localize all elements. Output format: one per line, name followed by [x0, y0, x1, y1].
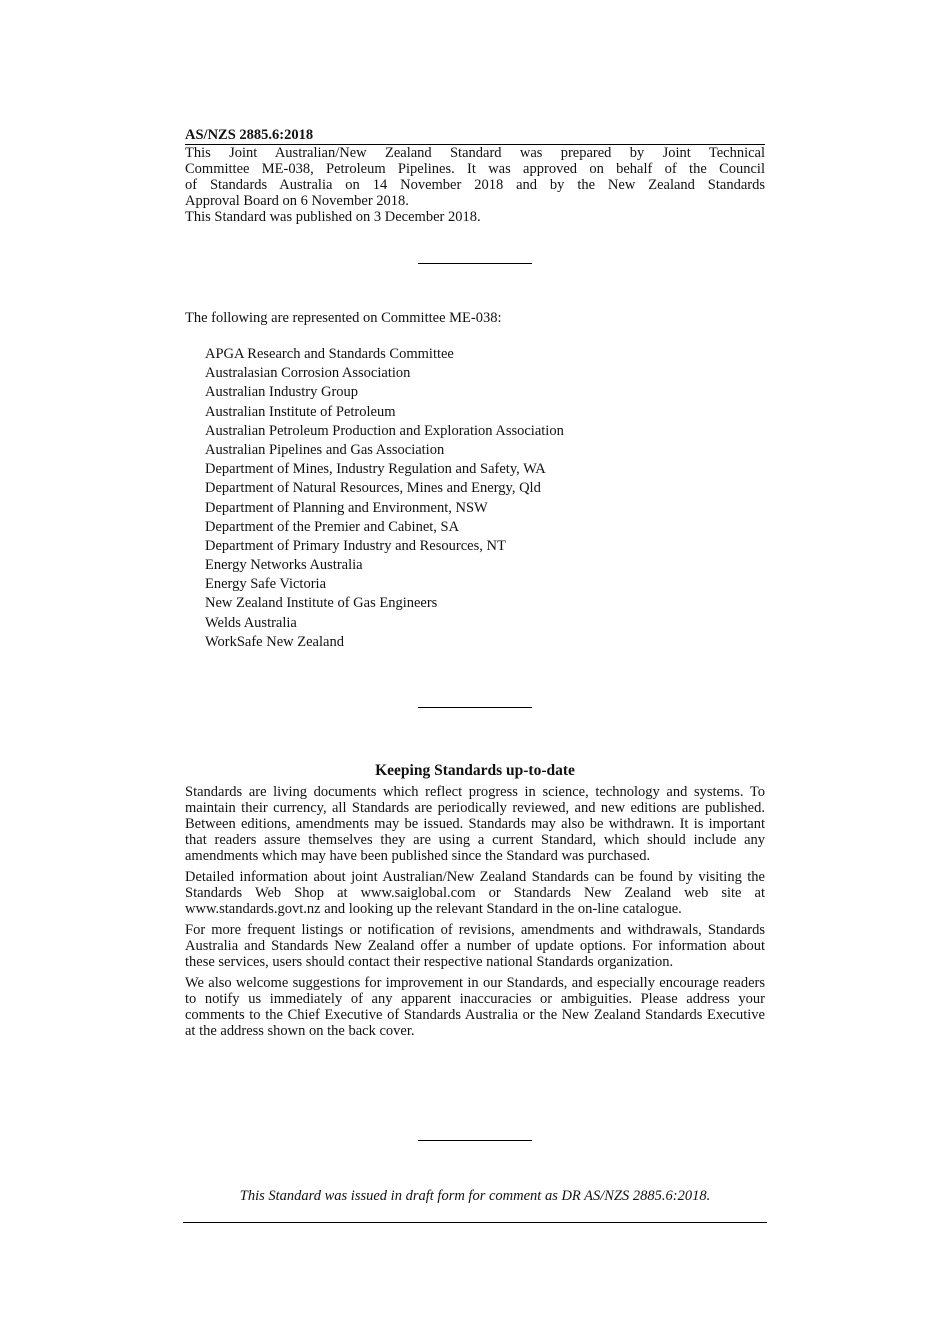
keeping-paragraph: Standards are living documents which reflect progress in science, technology and systems. To maintain their currency, all Standards are periodically reviewed, and new editions are published. Between editions, amendments may be issued. Standards may also be withdrawn. It is important that readers assure themselves they are using a current Standard, which should include any amendments which may have been published since the Standard was purchased.: [185, 784, 765, 864]
committee-member: Australian Pipelines and Gas Association: [205, 441, 445, 458]
keeping-paragraph: For more frequent listings or notification of revisions, amendments and withdrawals, Standards Australia and Standards New Zealand offer a number of update options. For information about these services, users should contact their respective national Standards organization.: [185, 922, 765, 970]
committee-member: Department of Primary Industry and Resources, NT: [205, 537, 506, 554]
committee-member: Department of Planning and Environment, NSW: [205, 499, 488, 516]
keeping-standards-section: [185, 784, 765, 1044]
publication-date-text: This Standard was published on 3 December 2018.: [185, 209, 481, 225]
committee-member: APGA Research and Standards Committee: [205, 346, 454, 362]
draft-note: This Standard was issued in draft form for comment as DR AS/NZS 2885.6:2018.: [239, 1188, 711, 1204]
committee-member: Australian Industry Group: [205, 384, 359, 401]
committee-member: WorkSafe New Zealand: [205, 633, 344, 650]
keeping-standards-heading: Keeping Standards up-to-date: [375, 762, 575, 779]
preparation-line: Approval Board on 6 November 2018.: [185, 193, 409, 209]
section-divider: [418, 1140, 532, 1141]
committee-member: Australian Petroleum Production and Exploration Association: [205, 422, 564, 439]
committee-member: New Zealand Institute of Gas Engineers: [205, 595, 438, 612]
committee-member: Department of the Premier and Cabinet, SA: [205, 518, 460, 535]
keeping-paragraph: We also welcome suggestions for improvement in our Standards, and especially encourage readers to notify us immediately of any apparent inaccuracies or ambiguities. Please address your comments to the Chief Executive of Standards Australia or the New Zealand Standards Executive at the address shown on the back cover.: [185, 975, 765, 1039]
footer-rule: [183, 1222, 767, 1223]
committee-member: Australian Institute of Petroleum: [205, 403, 396, 420]
preparation-line: This Joint Australian/New Zealand Standard was prepared by Joint Technical: [185, 145, 765, 161]
committee-member: Energy Networks Australia: [205, 557, 363, 574]
preparation-statement: [185, 145, 765, 225]
committee-member: Department of Mines, Industry Regulation and Safety, WA: [205, 461, 546, 478]
section-divider: [418, 707, 532, 708]
document-page: [185, 0, 765, 1344]
committee-intro: The following are represented on Committee ME-038:: [185, 310, 502, 326]
section-divider: [418, 263, 532, 264]
committee-member: Energy Safe Victoria: [205, 576, 326, 593]
committee-member: Australasian Corrosion Association: [205, 365, 411, 382]
keeping-paragraph: Detailed information about joint Australian/New Zealand Standards can be found by visiting the Standards Web Shop at www.saiglobal.com or Standards New Zealand web site at www.standards.govt.nz and looking up the relevant Standard in the on-line catalogue.: [185, 869, 765, 917]
preparation-line: Committee ME-038, Petroleum Pipelines. It was approved on behalf of the Council: [185, 161, 765, 177]
committee-member: Welds Australia: [205, 614, 297, 631]
preparation-line: of Standards Australia on 14 November 2018 and by the New Zealand Standards: [185, 177, 765, 193]
committee-member-list: [205, 345, 564, 652]
committee-member: Department of Natural Resources, Mines and Energy, Qld: [205, 480, 541, 497]
standard-identifier: AS/NZS 2885.6:2018: [185, 127, 765, 145]
